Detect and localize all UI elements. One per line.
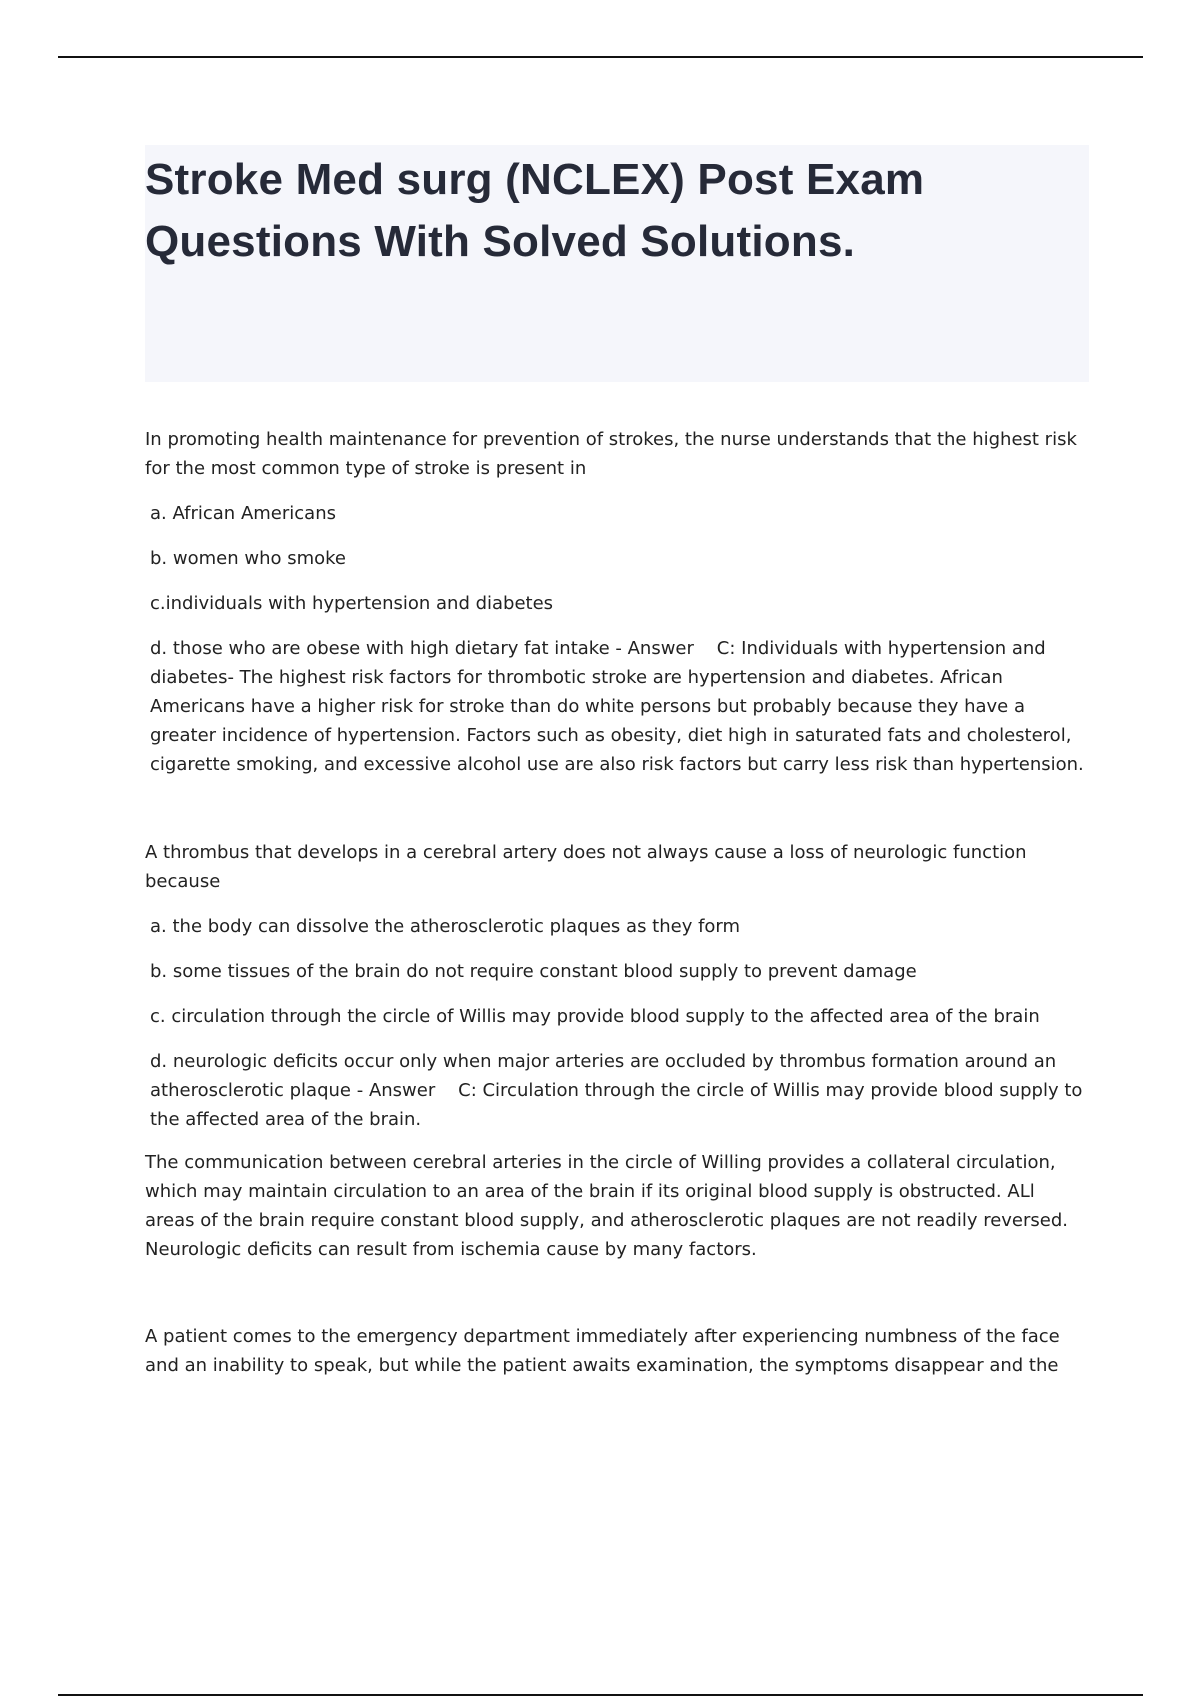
- option-d-with-answer: [145, 634, 1085, 779]
- option-c: c. circulation through the circle of Willis may provide blood supply to the affected area of the brain: [150, 1006, 1040, 1027]
- answer-explanation: The communication between cerebral arteries in the circle of Willing provides a collateral circulation, which may maintain circulation to an area of the brain if its original blood supply is obstructed. ALl areas of the brain require constant blood supply, and atherosclerotic plaques are not readily reversed. Neurologic deficits can result from ischemia cause by many factors.: [145, 1152, 1069, 1260]
- title-banner: [145, 145, 1089, 382]
- footer-rule: [58, 1694, 1143, 1696]
- question-spacer: [145, 779, 1085, 838]
- answer-label: - Answer: [351, 1080, 459, 1101]
- answer-text: C: Circulation through the circle of Willis may provide blood supply to the affected area of the brain.: [150, 1080, 1083, 1130]
- question-spacer: [145, 1264, 1085, 1322]
- question-2: [145, 838, 1085, 1264]
- option-b: b. some tissues of the brain do not require constant blood supply to prevent damage: [150, 961, 917, 982]
- answer-text: C: Individuals with hypertension and diabetes- The highest risk factors for thrombotic stroke are hypertension and diabetes. African Americans have a higher risk for stroke than do white persons but probably because they have a greater incidence of hypertension. Factors such as obesity, diet high in saturated fats and cholesterol, cigarette smoking, and excessive alcohol use are also risk factors but carry less risk than hypertension.: [150, 638, 1084, 775]
- option-a: a. the body can dissolve the atherosclerotic plaques as they form: [150, 916, 741, 937]
- question-3: [145, 1322, 1085, 1380]
- option-a: a. African Americans: [150, 503, 336, 524]
- header-rule: [58, 56, 1143, 58]
- question-stem: A patient comes to the emergency department immediately after experiencing numbness of the face and an inability to speak, but while the patient awaits examination, the symptoms disappear and the: [145, 1326, 1060, 1376]
- option-d: d. neurologic deficits occur only when major arteries are occluded by thrombus formation around an atherosclerotic plaque: [150, 1051, 1057, 1101]
- document-body: [145, 425, 1085, 1380]
- option-d-with-answer: [145, 1047, 1085, 1134]
- question-stem: In promoting health maintenance for prevention of strokes, the nurse understands that the highest risk for the most common type of stroke is present in: [145, 429, 1077, 479]
- option-b: b. women who smoke: [150, 548, 346, 569]
- option-d: d. those who are obese with high dietary fat intake: [150, 638, 610, 659]
- answer-label: - Answer: [609, 638, 717, 659]
- question-1: [145, 425, 1085, 779]
- option-c: c.individuals with hypertension and diabetes: [150, 593, 554, 614]
- question-stem: A thrombus that develops in a cerebral artery does not always cause a loss of neurologic function because: [145, 842, 1027, 892]
- document-title: Stroke Med surg (NCLEX) Post Exam Questions With Solved Solutions.: [145, 155, 925, 266]
